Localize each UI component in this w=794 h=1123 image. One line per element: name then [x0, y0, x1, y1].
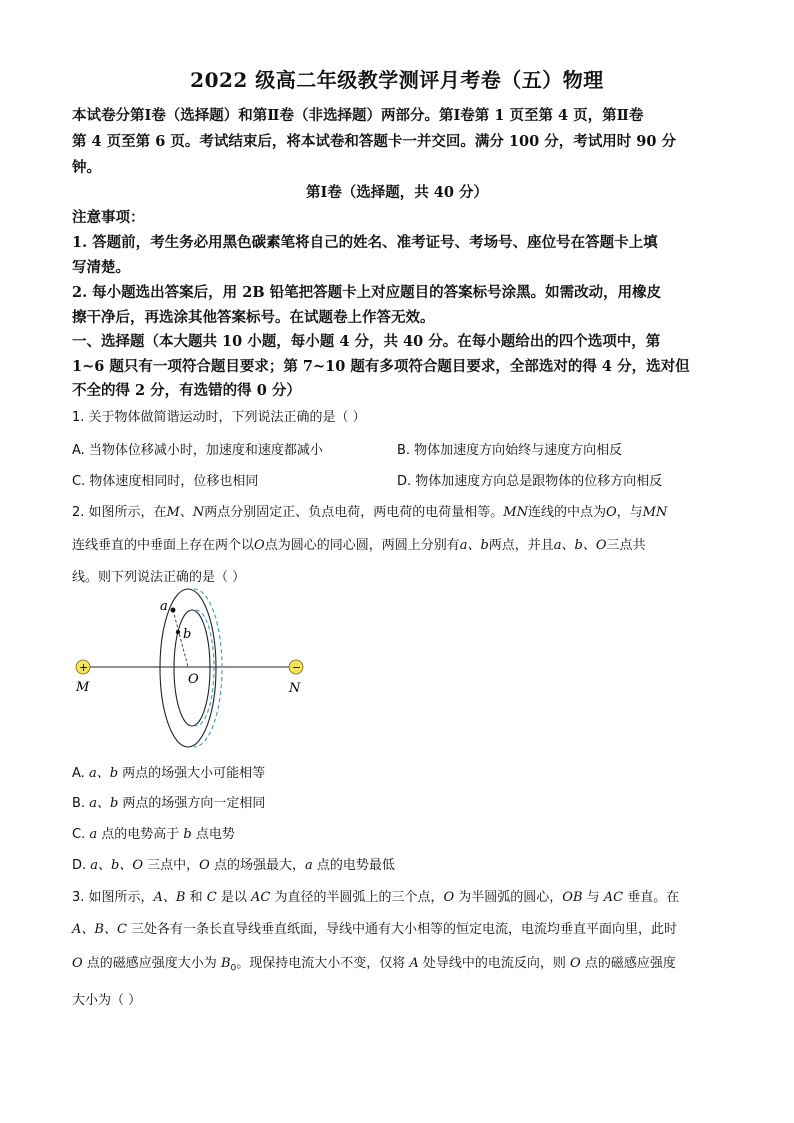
question-3-line-3: O 点的磁感应强度大小为 $B_0$。现保持电流大小不变，仅将 A 处导线中的电流反向，则 O 点的磁感应强度 [72, 956, 676, 974]
question-2-line-1: 2. 如图所示，在M、N两点分别固定正、负点电荷，两电荷的电荷量相等。MN连线的中点为O，与MN [72, 505, 668, 520]
question-2-option-a: A. a、b 两点的场强大小可能相等 [72, 766, 266, 781]
inner-circle [174, 610, 210, 726]
page-title: 2022 级高二年级教学测评月考卷（五）物理 [190, 68, 604, 92]
label-m: M [76, 680, 90, 695]
question-2-line-3: 线。则下列说法正确的是（ ） [72, 570, 246, 585]
intro-line-3: 钟。 [72, 159, 101, 176]
question-2-figure [60, 588, 320, 748]
notice-2-line-2: 擦干净后，再选涂其他答案标号。在试题卷上作答无效。 [72, 309, 435, 326]
question-3-line-1: 3. 如图所示，A、B 和 C 是以 AC 为直径的半圆弧上的三个点，O 为半圆弧的圆心，OB 与 AC 垂直。在 [72, 890, 680, 905]
question-1-option-b: B. 物体加速度方向始终与速度方向相反 [397, 443, 623, 458]
question-3-line-4: 大小为（ ） [72, 993, 142, 1008]
question-1-option-d: D. 物体加速度方向总是跟物体的位移方向相反 [397, 474, 663, 489]
question-2-line-2: 连线垂直的中垂面上存在两个以O点为圆心的同心圆，两圆上分别有a、b两点，并且a、b、O三点共 [72, 538, 646, 553]
question-1-stem: 1. 关于物体做简谐运动时，下列说法正确的是（ ） [72, 410, 366, 425]
label-o: O [188, 672, 199, 687]
question-2-option-c: C. a 点的电势高于 b 点电势 [72, 827, 235, 842]
negative-sign: − [292, 661, 302, 674]
question-1-option-a: A. 当物体位移减小时，加速度和速度都减小 [72, 443, 323, 458]
intro-line-2: 第 4 页至第 6 页。考试结束后，将本试卷和答题卡一并交回。满分 100 分，考试用时 90 分 [72, 133, 677, 150]
positive-sign: + [79, 661, 89, 674]
label-b: b [183, 627, 192, 642]
part1-line-2: 1~6 题只有一项符合题目要求；第 7~10 题有多项符合题目要求，全部选对的得 4 分，选对但 [72, 358, 690, 375]
part1-line-3: 不全的得 2 分，有选错的得 0 分） [72, 382, 301, 399]
question-3-line-2: A、B、C 三处各有一条长直导线垂直纸面，导线中通有大小相等的恒定电流，电流均垂直平面向里，此时 [72, 922, 678, 937]
notice-2-line-1: 2. 每小题选出答案后，用 2B 铅笔把答题卡上对应题目的答案标号涂黑。如需改动，用橡皮 [72, 284, 662, 301]
part1-line-1: 一、选择题（本大题共 10 小题，每小题 4 分，共 40 分。在每小题给出的四个选项中，第 [72, 333, 661, 350]
section-heading: 第Ⅰ卷（选择题，共 40 分） [305, 184, 489, 201]
outer-circle [160, 589, 216, 747]
point-a [171, 608, 176, 613]
intro-line-1: 本试卷分第Ⅰ卷（选择题）和第Ⅱ卷（非选择题）两部分。第Ⅰ卷第 1 页至第 4 页，第Ⅱ卷 [72, 107, 644, 124]
question-2-option-d: D. a、b、O 三点中，O 点的场强最大，a 点的电势最低 [72, 858, 395, 873]
notice-1-line-1: 1. 答题前，考生务必用黑色碳素笔将自己的姓名、准考证号、考场号、座位号在答题卡上填 [72, 234, 658, 251]
point-b [176, 630, 180, 634]
label-n: N [289, 681, 301, 696]
label-a: a [160, 599, 168, 614]
question-1-option-c: C. 物体速度相同时，位移也相同 [72, 474, 259, 489]
notice-title: 注意事项： [72, 209, 145, 226]
question-2-option-b: B. a、b 两点的场强方向一定相同 [72, 796, 266, 811]
notice-1-line-2: 写清楚。 [72, 259, 130, 276]
